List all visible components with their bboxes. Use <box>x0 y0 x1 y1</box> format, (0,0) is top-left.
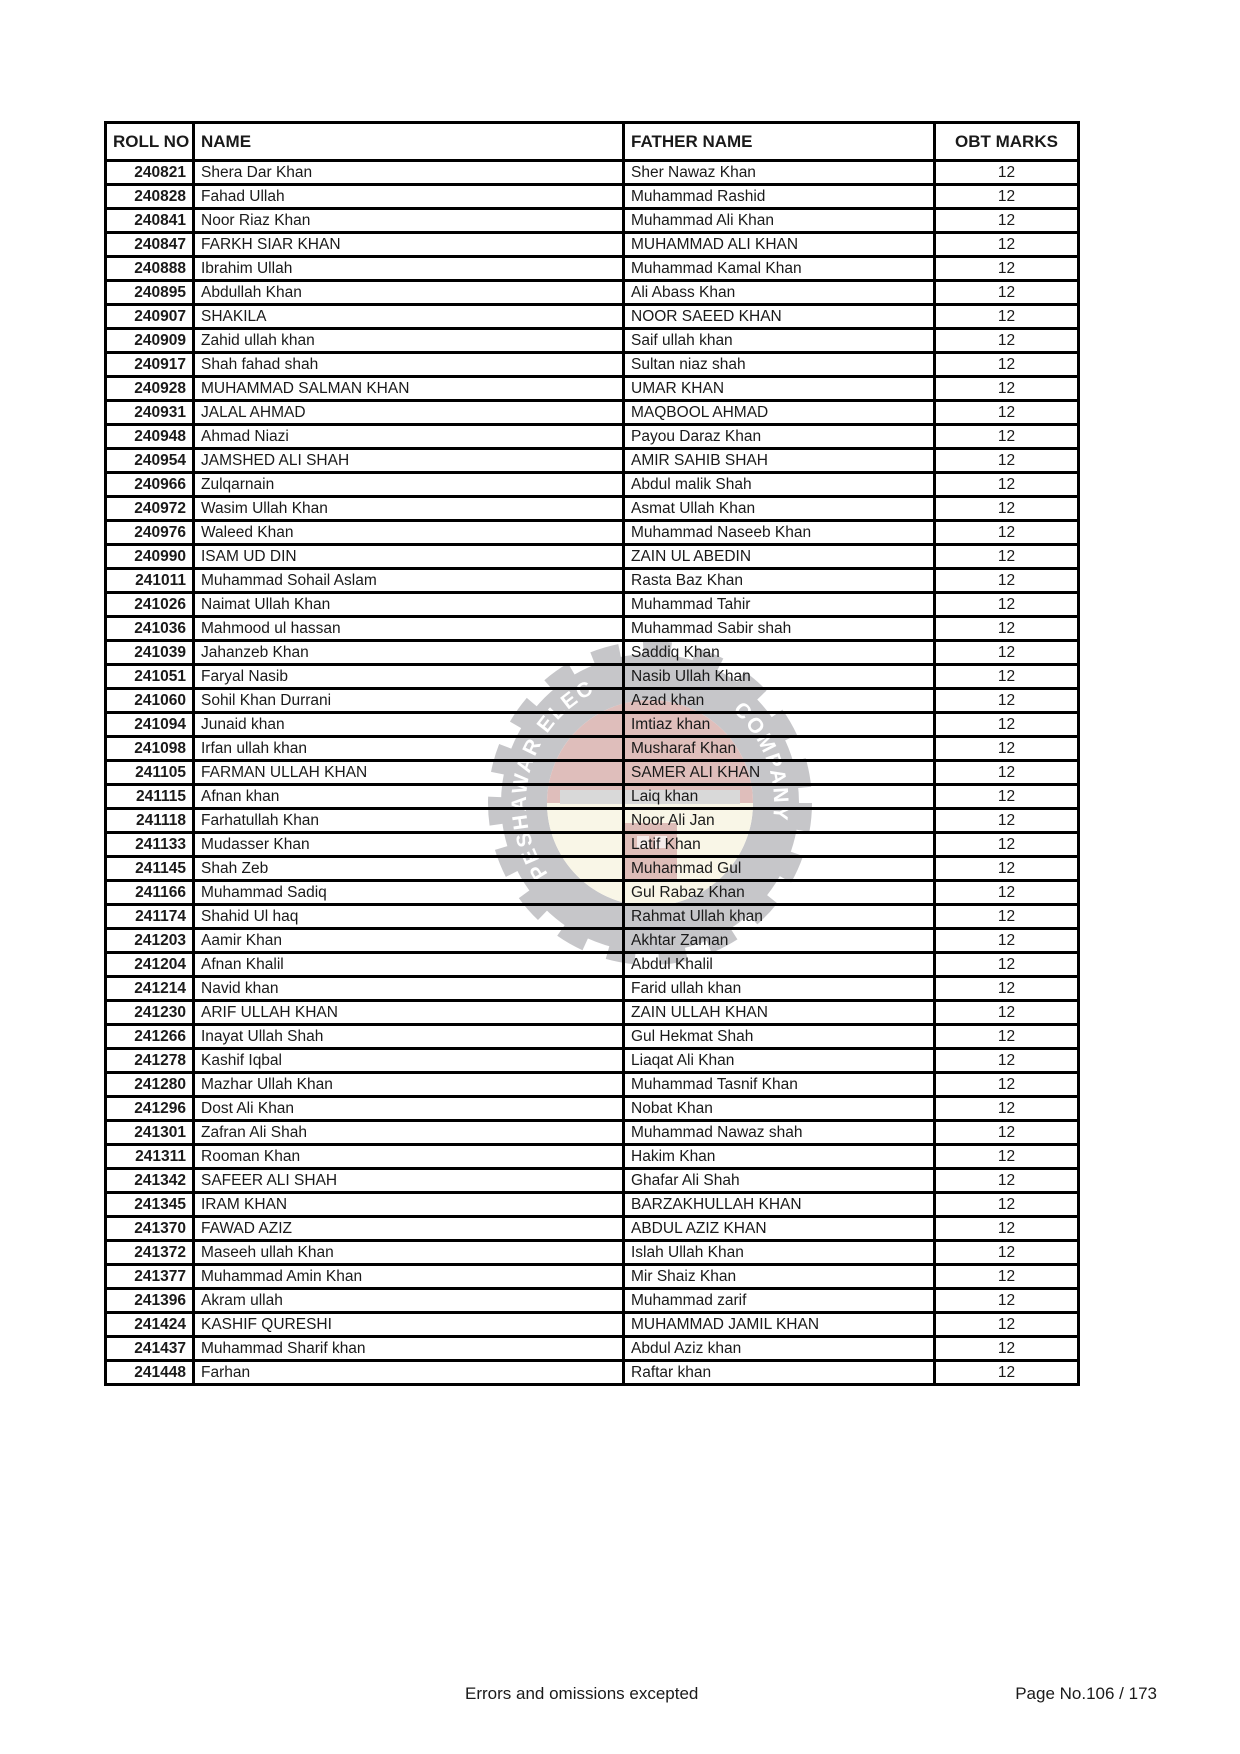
cell-roll-no: 241203 <box>106 929 194 953</box>
cell-roll-no: 241311 <box>106 1145 194 1169</box>
cell-father-name: UMAR KHAN <box>624 377 935 401</box>
cell-name: Fahad Ullah <box>194 185 624 209</box>
cell-name: Navid khan <box>194 977 624 1001</box>
cell-father-name: Latif Khan <box>624 833 935 857</box>
table-row <box>106 233 1079 257</box>
results-table <box>104 121 1080 1386</box>
cell-roll-no: 240931 <box>106 401 194 425</box>
cell-roll-no: 240928 <box>106 377 194 401</box>
cell-obt-marks: 12 <box>935 1169 1079 1193</box>
cell-name: Ahmad Niazi <box>194 425 624 449</box>
cell-roll-no: 241214 <box>106 977 194 1001</box>
cell-roll-no: 241437 <box>106 1337 194 1361</box>
cell-roll-no: 241118 <box>106 809 194 833</box>
cell-name: KASHIF QURESHI <box>194 1313 624 1337</box>
cell-roll-no: 240841 <box>106 209 194 233</box>
cell-obt-marks: 12 <box>935 1241 1079 1265</box>
cell-father-name: Gul Rabaz Khan <box>624 881 935 905</box>
table-row <box>106 1049 1079 1073</box>
cell-roll-no: 240895 <box>106 281 194 305</box>
cell-obt-marks: 12 <box>935 737 1079 761</box>
table-row <box>106 593 1079 617</box>
cell-roll-no: 241115 <box>106 785 194 809</box>
cell-roll-no: 240948 <box>106 425 194 449</box>
cell-obt-marks: 12 <box>935 473 1079 497</box>
cell-father-name: Gul Hekmat Shah <box>624 1025 935 1049</box>
cell-father-name: Muhammad zarif <box>624 1289 935 1313</box>
cell-roll-no: 240847 <box>106 233 194 257</box>
table-row <box>106 953 1079 977</box>
table-row <box>106 641 1079 665</box>
cell-father-name: Sher Nawaz Khan <box>624 161 935 185</box>
cell-roll-no: 241174 <box>106 905 194 929</box>
cell-name: Muhammad Sohail Aslam <box>194 569 624 593</box>
cell-name: Zafran Ali Shah <box>194 1121 624 1145</box>
table-row <box>106 1217 1079 1241</box>
table-row <box>106 209 1079 233</box>
cell-father-name: Muhammad Naseeb Khan <box>624 521 935 545</box>
cell-roll-no: 241396 <box>106 1289 194 1313</box>
cell-father-name: Payou Daraz Khan <box>624 425 935 449</box>
cell-father-name: Saif ullah khan <box>624 329 935 353</box>
cell-obt-marks: 12 <box>935 761 1079 785</box>
cell-name: Muhammad Sharif khan <box>194 1337 624 1361</box>
cell-roll-no: 241105 <box>106 761 194 785</box>
cell-name: Wasim Ullah Khan <box>194 497 624 521</box>
cell-father-name: Raftar khan <box>624 1361 935 1385</box>
cell-father-name: ZAIN UL ABEDIN <box>624 545 935 569</box>
table-row <box>106 833 1079 857</box>
table-row <box>106 185 1079 209</box>
cell-roll-no: 240972 <box>106 497 194 521</box>
table-row <box>106 1265 1079 1289</box>
cell-obt-marks: 12 <box>935 1289 1079 1313</box>
cell-obt-marks: 12 <box>935 353 1079 377</box>
cell-roll-no: 241133 <box>106 833 194 857</box>
cell-roll-no: 241266 <box>106 1025 194 1049</box>
cell-father-name: Farid ullah khan <box>624 977 935 1001</box>
cell-father-name: Islah Ullah Khan <box>624 1241 935 1265</box>
table-row <box>106 257 1079 281</box>
cell-name: MUHAMMAD SALMAN KHAN <box>194 377 624 401</box>
table-row <box>106 1289 1079 1313</box>
cell-obt-marks: 12 <box>935 809 1079 833</box>
cell-roll-no: 240954 <box>106 449 194 473</box>
header-obt-marks: OBT MARKS <box>935 123 1079 161</box>
cell-roll-no: 241377 <box>106 1265 194 1289</box>
cell-roll-no: 241372 <box>106 1241 194 1265</box>
cell-roll-no: 241060 <box>106 689 194 713</box>
cell-name: Shah Zeb <box>194 857 624 881</box>
table-row <box>106 1241 1079 1265</box>
cell-obt-marks: 12 <box>935 1121 1079 1145</box>
cell-father-name: Ghafar Ali Shah <box>624 1169 935 1193</box>
cell-roll-no: 240828 <box>106 185 194 209</box>
cell-obt-marks: 12 <box>935 929 1079 953</box>
cell-obt-marks: 12 <box>935 977 1079 1001</box>
cell-name: Mahmood ul hassan <box>194 617 624 641</box>
cell-father-name: Musharaf Khan <box>624 737 935 761</box>
cell-name: Muhammad Sadiq <box>194 881 624 905</box>
cell-name: Farhan <box>194 1361 624 1385</box>
cell-father-name: Muhammad Tahir <box>624 593 935 617</box>
page-number: Page No.106 / 173 <box>1015 1684 1157 1703</box>
cell-roll-no: 241094 <box>106 713 194 737</box>
cell-name: FARKH SIAR KHAN <box>194 233 624 257</box>
cell-roll-no: 241051 <box>106 665 194 689</box>
cell-name: Shahid Ul haq <box>194 905 624 929</box>
cell-father-name: Muhammad Rashid <box>624 185 935 209</box>
cell-name: Ibrahim Ullah <box>194 257 624 281</box>
cell-obt-marks: 12 <box>935 1001 1079 1025</box>
table-row <box>106 1337 1079 1361</box>
cell-obt-marks: 12 <box>935 833 1079 857</box>
cell-obt-marks: 12 <box>935 1073 1079 1097</box>
cell-obt-marks: 12 <box>935 1217 1079 1241</box>
cell-father-name: Abdul malik Shah <box>624 473 935 497</box>
cell-roll-no: 241011 <box>106 569 194 593</box>
cell-father-name: Muhammad Sabir shah <box>624 617 935 641</box>
cell-obt-marks: 12 <box>935 569 1079 593</box>
table-header-row <box>106 123 1079 161</box>
header-roll-no: ROLL NO <box>106 123 194 161</box>
cell-name: Faryal Nasib <box>194 665 624 689</box>
table-row <box>106 1169 1079 1193</box>
cell-name: Zulqarnain <box>194 473 624 497</box>
table-row <box>106 329 1079 353</box>
cell-father-name: MAQBOOL AHMAD <box>624 401 935 425</box>
cell-father-name: BARZAKHULLAH KHAN <box>624 1193 935 1217</box>
cell-father-name: Abdul Aziz khan <box>624 1337 935 1361</box>
cell-father-name: Noor Ali Jan <box>624 809 935 833</box>
cell-father-name: Rahmat Ullah khan <box>624 905 935 929</box>
table-row <box>106 905 1079 929</box>
cell-obt-marks: 12 <box>935 593 1079 617</box>
table-row <box>106 353 1079 377</box>
cell-roll-no: 240990 <box>106 545 194 569</box>
cell-name: Abdullah Khan <box>194 281 624 305</box>
cell-name: Mazhar Ullah Khan <box>194 1073 624 1097</box>
cell-obt-marks: 12 <box>935 1265 1079 1289</box>
cell-father-name: Azad khan <box>624 689 935 713</box>
cell-roll-no: 240917 <box>106 353 194 377</box>
cell-roll-no: 240976 <box>106 521 194 545</box>
table-row <box>106 1361 1079 1385</box>
cell-obt-marks: 12 <box>935 953 1079 977</box>
cell-name: Maseeh ullah Khan <box>194 1241 624 1265</box>
table-row <box>106 1025 1079 1049</box>
table-row <box>106 1145 1079 1169</box>
table-row <box>106 1193 1079 1217</box>
cell-obt-marks: 12 <box>935 161 1079 185</box>
cell-name: Jahanzeb Khan <box>194 641 624 665</box>
cell-father-name: AMIR SAHIB SHAH <box>624 449 935 473</box>
cell-father-name: ZAIN ULLAH KHAN <box>624 1001 935 1025</box>
cell-name: Sohil Khan Durrani <box>194 689 624 713</box>
cell-father-name: Ali Abass Khan <box>624 281 935 305</box>
cell-roll-no: 240907 <box>106 305 194 329</box>
cell-obt-marks: 12 <box>935 1193 1079 1217</box>
cell-name: Mudasser Khan <box>194 833 624 857</box>
cell-obt-marks: 12 <box>935 281 1079 305</box>
cell-obt-marks: 12 <box>935 449 1079 473</box>
cell-father-name: Liaqat Ali Khan <box>624 1049 935 1073</box>
cell-father-name: Nobat Khan <box>624 1097 935 1121</box>
cell-father-name: Imtiaz khan <box>624 713 935 737</box>
cell-obt-marks: 12 <box>935 185 1079 209</box>
table-row <box>106 1121 1079 1145</box>
cell-obt-marks: 12 <box>935 425 1079 449</box>
table-row <box>106 473 1079 497</box>
cell-roll-no: 241204 <box>106 953 194 977</box>
cell-name: Farhatullah Khan <box>194 809 624 833</box>
cell-roll-no: 240909 <box>106 329 194 353</box>
table-row <box>106 977 1079 1001</box>
cell-obt-marks: 12 <box>935 641 1079 665</box>
cell-roll-no: 241301 <box>106 1121 194 1145</box>
table-row <box>106 737 1079 761</box>
table-row <box>106 665 1079 689</box>
cell-name: Waleed Khan <box>194 521 624 545</box>
cell-name: FARMAN ULLAH KHAN <box>194 761 624 785</box>
cell-obt-marks: 12 <box>935 665 1079 689</box>
table-row <box>106 305 1079 329</box>
cell-obt-marks: 12 <box>935 785 1079 809</box>
cell-roll-no: 241278 <box>106 1049 194 1073</box>
table-row <box>106 809 1079 833</box>
cell-name: JAMSHED ALI SHAH <box>194 449 624 473</box>
cell-obt-marks: 12 <box>935 1049 1079 1073</box>
table-row <box>106 1001 1079 1025</box>
cell-father-name: Muhammad Gul <box>624 857 935 881</box>
cell-roll-no: 241098 <box>106 737 194 761</box>
table-row <box>106 785 1079 809</box>
table-row <box>106 881 1079 905</box>
cell-father-name: ABDUL AZIZ KHAN <box>624 1217 935 1241</box>
table-row <box>106 425 1079 449</box>
cell-name: Shah fahad shah <box>194 353 624 377</box>
cell-obt-marks: 12 <box>935 905 1079 929</box>
table-row <box>106 449 1079 473</box>
cell-roll-no: 241280 <box>106 1073 194 1097</box>
cell-roll-no: 241296 <box>106 1097 194 1121</box>
cell-name: ARIF ULLAH KHAN <box>194 1001 624 1025</box>
cell-roll-no: 241342 <box>106 1169 194 1193</box>
cell-obt-marks: 12 <box>935 377 1079 401</box>
cell-roll-no: 241039 <box>106 641 194 665</box>
table-row <box>106 401 1079 425</box>
cell-name: Afnan Khalil <box>194 953 624 977</box>
cell-father-name: Mir Shaiz Khan <box>624 1265 935 1289</box>
cell-roll-no: 241370 <box>106 1217 194 1241</box>
table-row <box>106 857 1079 881</box>
cell-obt-marks: 12 <box>935 401 1079 425</box>
cell-name: Shera Dar Khan <box>194 161 624 185</box>
cell-name: ISAM UD DIN <box>194 545 624 569</box>
table-row <box>106 713 1079 737</box>
cell-name: Inayat Ullah Shah <box>194 1025 624 1049</box>
cell-name: IRAM KHAN <box>194 1193 624 1217</box>
cell-roll-no: 241026 <box>106 593 194 617</box>
cell-roll-no: 241166 <box>106 881 194 905</box>
cell-name: Afnan khan <box>194 785 624 809</box>
cell-roll-no: 240821 <box>106 161 194 185</box>
cell-father-name: Muhammad Kamal Khan <box>624 257 935 281</box>
cell-obt-marks: 12 <box>935 329 1079 353</box>
cell-obt-marks: 12 <box>935 713 1079 737</box>
cell-name: Junaid khan <box>194 713 624 737</box>
cell-name: Noor Riaz Khan <box>194 209 624 233</box>
cell-father-name: MUHAMMAD ALI KHAN <box>624 233 935 257</box>
cell-obt-marks: 12 <box>935 1097 1079 1121</box>
cell-father-name: Muhammad Ali Khan <box>624 209 935 233</box>
cell-name: Kashif Iqbal <box>194 1049 624 1073</box>
cell-name: Rooman Khan <box>194 1145 624 1169</box>
header-name: NAME <box>194 123 624 161</box>
cell-name: Akram ullah <box>194 1289 624 1313</box>
cell-roll-no: 240888 <box>106 257 194 281</box>
table-row <box>106 1313 1079 1337</box>
cell-father-name: Nasib Ullah Khan <box>624 665 935 689</box>
cell-obt-marks: 12 <box>935 257 1079 281</box>
cell-roll-no: 241448 <box>106 1361 194 1385</box>
table-row <box>106 545 1079 569</box>
table-row <box>106 1073 1079 1097</box>
cell-father-name: Rasta Baz Khan <box>624 569 935 593</box>
cell-father-name: NOOR SAEED KHAN <box>624 305 935 329</box>
cell-name: Muhammad Amin Khan <box>194 1265 624 1289</box>
cell-name: SHAKILA <box>194 305 624 329</box>
cell-obt-marks: 12 <box>935 305 1079 329</box>
cell-roll-no: 241230 <box>106 1001 194 1025</box>
cell-name: Dost Ali Khan <box>194 1097 624 1121</box>
cell-roll-no: 241036 <box>106 617 194 641</box>
cell-obt-marks: 12 <box>935 881 1079 905</box>
cell-father-name: Saddiq Khan <box>624 641 935 665</box>
cell-obt-marks: 12 <box>935 689 1079 713</box>
table-row <box>106 521 1079 545</box>
cell-obt-marks: 12 <box>935 1145 1079 1169</box>
cell-name: Irfan ullah khan <box>194 737 624 761</box>
cell-name: Aamir Khan <box>194 929 624 953</box>
footer-note: Errors and omissions excepted <box>465 1684 699 1703</box>
cell-name: FAWAD AZIZ <box>194 1217 624 1241</box>
cell-obt-marks: 12 <box>935 545 1079 569</box>
table-row <box>106 761 1079 785</box>
cell-roll-no: 241424 <box>106 1313 194 1337</box>
table-row <box>106 377 1079 401</box>
cell-father-name: Abdul Khalil <box>624 953 935 977</box>
watermark-arc-text-top: PESHAWAR ELEC <box>507 675 599 884</box>
cell-obt-marks: 12 <box>935 497 1079 521</box>
cell-obt-marks: 12 <box>935 1361 1079 1385</box>
cell-obt-marks: 12 <box>935 1025 1079 1049</box>
table-row <box>106 617 1079 641</box>
cell-father-name: Sultan niaz shah <box>624 353 935 377</box>
cell-father-name: SAMER ALI KHAN <box>624 761 935 785</box>
cell-father-name: Asmat Ullah Khan <box>624 497 935 521</box>
cell-father-name: Muhammad Tasnif Khan <box>624 1073 935 1097</box>
table-row <box>106 497 1079 521</box>
watermark-arc-text-right: COMPANY <box>728 697 793 824</box>
cell-name: Naimat Ullah Khan <box>194 593 624 617</box>
cell-obt-marks: 12 <box>935 1337 1079 1361</box>
cell-name: JALAL AHMAD <box>194 401 624 425</box>
cell-obt-marks: 12 <box>935 617 1079 641</box>
table-row <box>106 929 1079 953</box>
table-row <box>106 689 1079 713</box>
cell-father-name: Muhammad Nawaz shah <box>624 1121 935 1145</box>
cell-obt-marks: 12 <box>935 233 1079 257</box>
header-father-name: FATHER NAME <box>624 123 935 161</box>
cell-father-name: MUHAMMAD JAMIL KHAN <box>624 1313 935 1337</box>
cell-name: SAFEER ALI SHAH <box>194 1169 624 1193</box>
cell-obt-marks: 12 <box>935 857 1079 881</box>
cell-father-name: Laiq khan <box>624 785 935 809</box>
cell-name: Zahid ullah khan <box>194 329 624 353</box>
table-row <box>106 569 1079 593</box>
cell-roll-no: 241345 <box>106 1193 194 1217</box>
table-row <box>106 161 1079 185</box>
cell-roll-no: 241145 <box>106 857 194 881</box>
cell-obt-marks: 12 <box>935 521 1079 545</box>
table-row <box>106 281 1079 305</box>
table-row <box>106 1097 1079 1121</box>
cell-obt-marks: 12 <box>935 209 1079 233</box>
cell-father-name: Hakim Khan <box>624 1145 935 1169</box>
cell-father-name: Akhtar Zaman <box>624 929 935 953</box>
cell-obt-marks: 12 <box>935 1313 1079 1337</box>
cell-roll-no: 240966 <box>106 473 194 497</box>
